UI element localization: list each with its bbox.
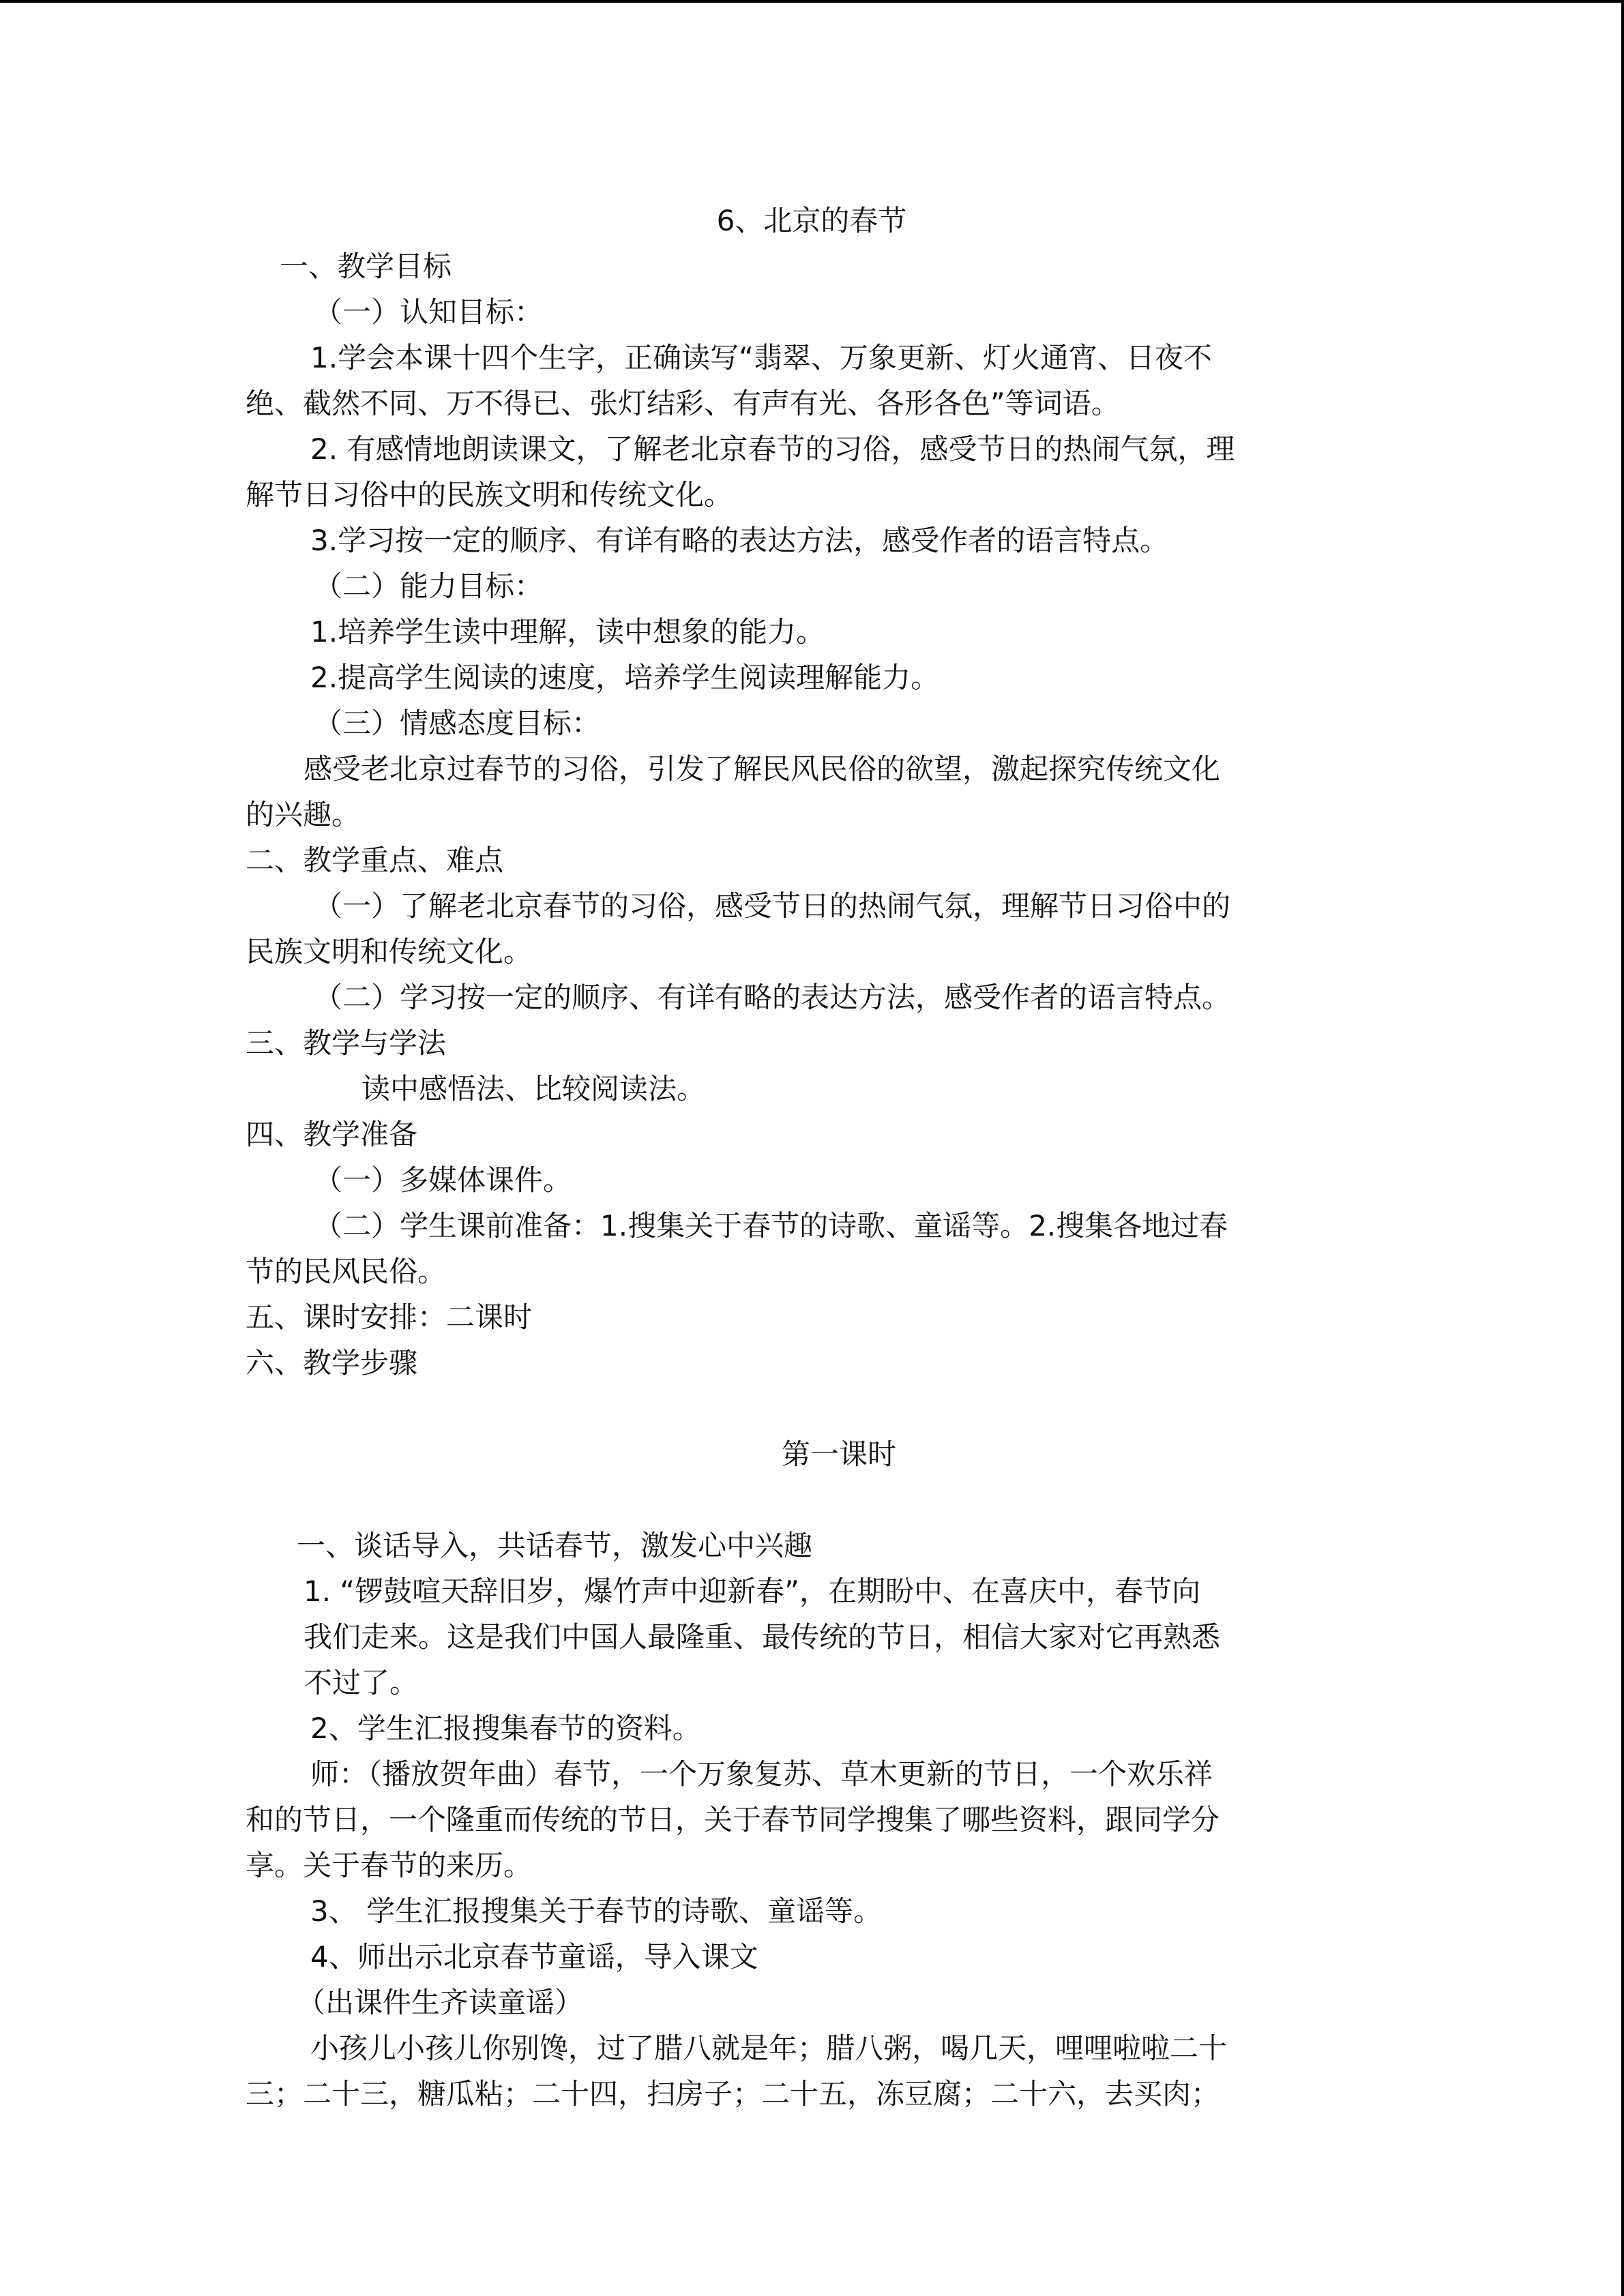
subheading-emotion-goals: （三）情感态度目标： <box>314 706 601 740</box>
page-border-top <box>0 0 1624 3</box>
preparation-item-2-line-2: 节的民风民俗。 <box>246 1255 447 1288</box>
document-page <box>246 198 1378 2117</box>
methods-text: 读中感悟法、比较阅读法。 <box>361 1072 706 1105</box>
teacher-remark-line-1: 师：（播放贺年曲）春节，一个万象复苏、草木更新的节日，一个欢乐祥 <box>310 1757 1213 1791</box>
emotion-goal-line-1: 感受老北京过春节的习俗，引发了解民风民俗的欲望，激起探究传统文化 <box>304 752 1221 786</box>
goal-item-2-line-2: 解节日习俗中的民族文明和传统文化。 <box>246 478 733 511</box>
section-heading-steps: 六、教学步骤 <box>246 1346 418 1380</box>
ability-item-1: 1.培养学生读中理解，读中想象的能力。 <box>310 615 825 648</box>
key-point-1-line-2: 民族文明和传统文化。 <box>246 935 533 968</box>
section-heading-methods: 三、教学与学法 <box>246 1026 447 1060</box>
rhyme-line-2: 三；二十三，糖瓜粘；二十四，扫房子；二十五，冻豆腐；二十六，去买肉； <box>246 2077 1220 2111</box>
lesson-step-1-line-1: 1. “锣鼓喧天辞旧岁，爆竹声中迎新春”，在期盼中、在喜庆中，春节向 <box>304 1575 1200 1608</box>
section-heading-key-points: 二、教学重点、难点 <box>246 844 504 877</box>
lesson-1-title: 第一课时 <box>781 1437 896 1471</box>
section-heading-preparation: 四、教学准备 <box>246 1118 418 1151</box>
goal-item-2-line-1: 2. 有感情地朗读课文，了解老北京春节的习俗，感受节日的热闹气氛，理 <box>310 432 1235 466</box>
lesson-step-1-line-3: 不过了。 <box>304 1666 419 1699</box>
page-border-right <box>1621 0 1624 2296</box>
teacher-remark-line-2: 和的节日，一个隆重而传统的节日，关于春节同学搜集了哪些资料，跟同学分 <box>246 1803 1220 1836</box>
subheading-cognitive-goals: （一）认知目标： <box>314 295 544 329</box>
preparation-item-1: （一）多媒体课件。 <box>314 1163 572 1197</box>
lesson-step-4-note: （出课件生齐读童谣） <box>297 1986 584 2019</box>
spacer <box>246 1477 1378 1523</box>
lesson-step-heading: 一、谈话导入，共话春节，激发心中兴趣 <box>297 1529 813 1562</box>
section-heading-teaching-goals: 一、教学目标 <box>280 250 452 283</box>
preparation-item-2-line-1: （二）学生课前准备：1.搜集关于春节的诗歌、童谣等。2.搜集各地过春 <box>314 1209 1228 1242</box>
subheading-ability-goals: （二）能力目标： <box>314 569 544 603</box>
ability-item-2: 2.提高学生阅读的速度，培养学生阅读理解能力。 <box>310 661 940 694</box>
teacher-remark-line-3: 享。关于春节的来历。 <box>246 1849 533 1882</box>
section-heading-schedule: 五、课时安排：二课时 <box>246 1300 533 1334</box>
document-title: 6、北京的春节 <box>716 204 907 237</box>
key-point-1-line-1: （一）了解老北京春节的习俗，感受节日的热闹气氛，理解节日习俗中的 <box>314 889 1231 923</box>
rhyme-line-1: 小孩儿小孩儿你别馋，过了腊八就是年；腊八粥，喝几天，哩哩啦啦二十 <box>310 2031 1228 2065</box>
lesson-step-1-line-2: 我们走来。这是我们中国人最隆重、最传统的节日，相信大家对它再熟悉 <box>304 1620 1221 1654</box>
key-point-2: （二）学习按一定的顺序、有详有略的表达方法，感受作者的语言特点。 <box>314 981 1231 1014</box>
goal-item-1-line-1: 1.学会本课十四个生字，正确读写“翡翠、万象更新、灯火通宵、日夜不 <box>310 341 1212 374</box>
goal-item-3: 3.学习按一定的顺序、有详有略的表达方法，感受作者的语言特点。 <box>310 524 1169 557</box>
goal-item-1-line-2: 绝、截然不同、万不得已、张灯结彩、有声有光、各形各色”等词语。 <box>246 387 1120 420</box>
lesson-step-2: 2、学生汇报搜集春节的资料。 <box>310 1712 701 1745</box>
lesson-step-4: 4、师出示北京春节童谣，导入课文 <box>310 1940 758 1973</box>
spacer <box>246 1386 1378 1431</box>
lesson-step-3: 3、 学生汇报搜集关于春节的诗歌、童谣等。 <box>310 1894 883 1928</box>
emotion-goal-line-2: 的兴趣。 <box>246 798 361 831</box>
